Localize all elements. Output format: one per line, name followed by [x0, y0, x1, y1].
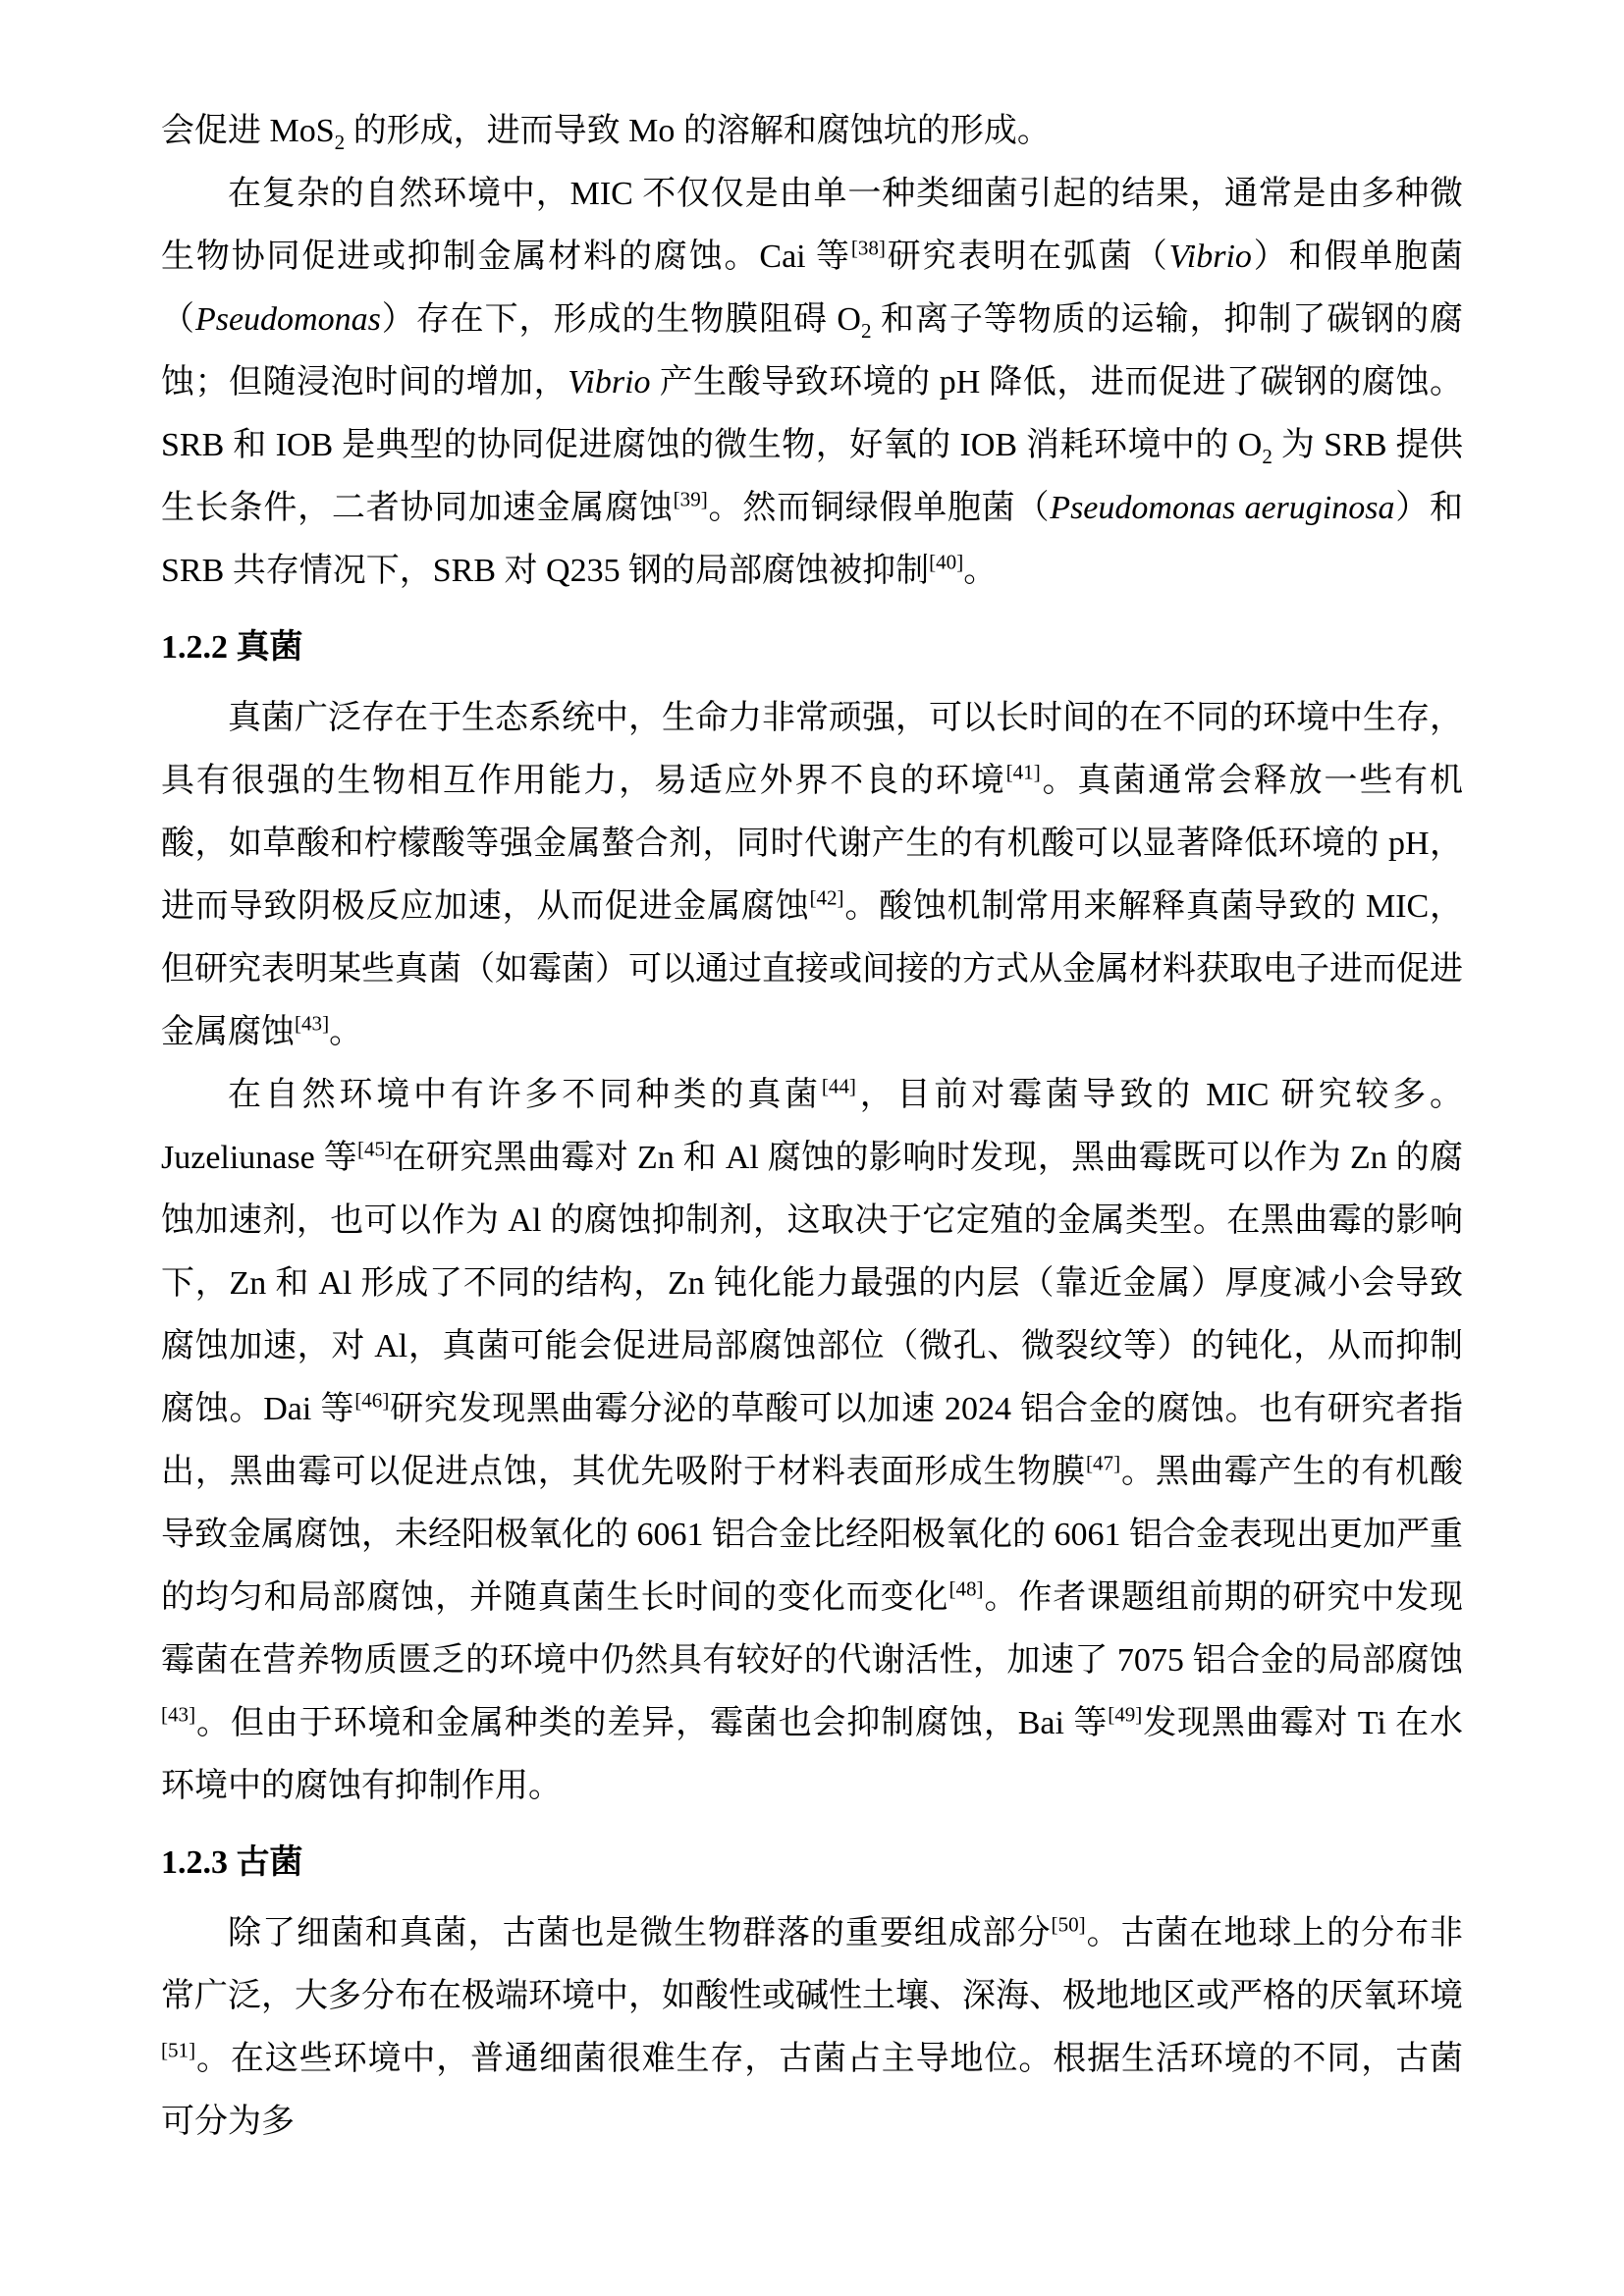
chemical-subscript: 2 [861, 318, 872, 343]
paragraph [161, 1902, 1463, 2154]
text-run: 研究表明在弧菌（ [885, 239, 1169, 275]
species-name: Pseudomonas aeruginosa [1050, 490, 1395, 526]
text-run: 。作者课题组前期的研究中发现霉菌在营养物质匮乏的环境中仍然具有较好的代谢活性，加速了 7075 铝合金的局部腐蚀 [161, 1579, 1464, 1679]
text-run: 。但由于环境和金属种类的差异，霉菌也会抑制腐蚀，Bai 等 [195, 1705, 1109, 1741]
text-run: 在研究黑曲霉对 Zn 和 Al 腐蚀的影响时发现，黑曲霉既可以作为 Zn 的腐蚀加速剂，也可以作为 Al 的腐蚀抑制剂，这取决于它定殖的金属类型。在黑曲霉的影响下，Zn 和 Al 形成了不同的结构，Zn 钝化能力最强的内层（靠近金属）厚度减小会导致腐蚀加速，对 Al，真菌可能会促进局部腐蚀部位（微孔、微裂纹等）的钝化，从而抑制腐蚀。Dai 等 [161, 1140, 1463, 1427]
citation-ref: [44] [821, 1074, 856, 1098]
text-run: 研究发现黑曲霉分泌的草酸可以加速 2024 铝合金的腐蚀。也有研究者指出，黑曲霉可以促进点蚀，其优先吸附于材料表面形成生物膜 [161, 1391, 1464, 1490]
citation-ref: [46] [354, 1388, 390, 1413]
document-content [161, 100, 1463, 2154]
text-run: 和离子等物质的运输，抑制了碳钢的腐蚀；但随浸泡时间的增加， [161, 301, 1464, 400]
text-run: 为 SRB 提供生长条件，二者协同加速金属腐蚀 [161, 427, 1463, 526]
text-run: 会促进 MoS [161, 113, 335, 149]
paragraph [161, 100, 1463, 163]
text-run: 发现黑曲霉对 Ti 在水环境中的腐蚀有抑制作用。 [161, 1705, 1463, 1804]
species-name: Vibrio [568, 364, 651, 400]
chemical-subscript: 2 [1262, 444, 1272, 468]
paragraph [161, 163, 1463, 603]
citation-ref: [43] [161, 1702, 196, 1727]
paragraph [161, 687, 1463, 1064]
citation-ref: [47] [1086, 1451, 1121, 1475]
text-run: 。黑曲霉产生的有机酸导致金属腐蚀，未经阳极氧化的 6061 铝合金比经阳极氧化的 6061 铝合金表现出更加严重的均匀和局部腐蚀，并随真菌生长时间的变化而变化 [161, 1454, 1464, 1616]
citation-ref: [45] [356, 1137, 393, 1161]
section-heading: 1.2.2 真菌 [161, 629, 303, 666]
text-run: 除了细菌和真菌，古菌也是微生物群落的重要组成部分 [228, 1915, 1052, 1951]
citation-ref: [48] [948, 1576, 984, 1601]
text-run: 产生酸导致环境的 pH 降低，进而促进了碳钢的腐蚀。SRB 和 IOB 是典型的协同促进腐蚀的微生物，好氧的 IOB 消耗环境中的 O [161, 364, 1463, 463]
citation-ref: [49] [1108, 1702, 1143, 1727]
text-run: 在自然环境中有许多不同种类的真菌 [228, 1077, 822, 1113]
text-run: 真菌广泛存在于生态系统中，生命力非常顽强，可以长时间的在不同的环境中生存，具有很强的生物相互作用能力，易适应外界不良的环境 [161, 700, 1463, 799]
text-run: 。 [963, 553, 998, 589]
citation-ref: [41] [1005, 760, 1041, 784]
citation-ref: [43] [295, 1011, 330, 1036]
paragraph [161, 1064, 1463, 1818]
text-run: 的形成，进而导致 Mo 的溶解和腐蚀坑的形成。 [345, 113, 1051, 149]
chemical-subscript: 2 [334, 130, 346, 154]
text-run: 。古菌在地球上的分布非常广泛，大多分布在极端环境中，如酸性或碱性土壤、深海、极地地区或严格的厌氧环境 [161, 1915, 1464, 2014]
text-run: ）和 SRB 共存情况下，SRB 对 Q235 钢的局部腐蚀被抑制 [161, 490, 1464, 589]
section-heading: 1.2.3 古菌 [161, 1844, 303, 1881]
citation-ref: [50] [1051, 1912, 1086, 1937]
citation-ref: [40] [929, 550, 964, 574]
text-run: 。酸蚀机制常用来解释真菌导致的 MIC，但研究表明某些真菌（如霉菌）可以通过直接或间接的方式从金属材料获取电子进而促进金属腐蚀 [161, 888, 1463, 1050]
citation-ref: [51] [161, 2038, 196, 2062]
citation-ref: [42] [809, 885, 844, 910]
citation-ref: [38] [850, 236, 886, 260]
text-run: ，目前对霉菌导致的 MIC 研究较多。Juzeliunase 等 [161, 1077, 1464, 1176]
species-name: Pseudomonas [194, 301, 381, 338]
citation-ref: [39] [673, 487, 708, 511]
text-run: 在复杂的自然环境中，MIC 不仅仅是由单一种类细菌引起的结果，通常是由多种微生物协同促进或抑制金属材料的腐蚀。Cai 等 [161, 176, 1463, 275]
text-run: 。真菌通常会释放一些有机酸，如草酸和柠檬酸等强金属螯合剂，同时代谢产生的有机酸可以显著降低环境的 pH，进而导致阴极反应加速，从而促进金属腐蚀 [161, 763, 1464, 925]
text-run: ）存在下，形成的生物膜阻碍 O [380, 301, 861, 338]
species-name: Vibrio [1168, 239, 1252, 275]
text-run: ）和假单胞菌（ [161, 239, 1464, 338]
text-run: 。在这些环境中，普通细菌很难生存，古菌占主导地位。根据生活环境的不同，古菌可分为多 [161, 2041, 1463, 2140]
text-run: 。 [329, 1014, 363, 1050]
text-run: 。然而铜绿假单胞菌（ [707, 490, 1051, 526]
